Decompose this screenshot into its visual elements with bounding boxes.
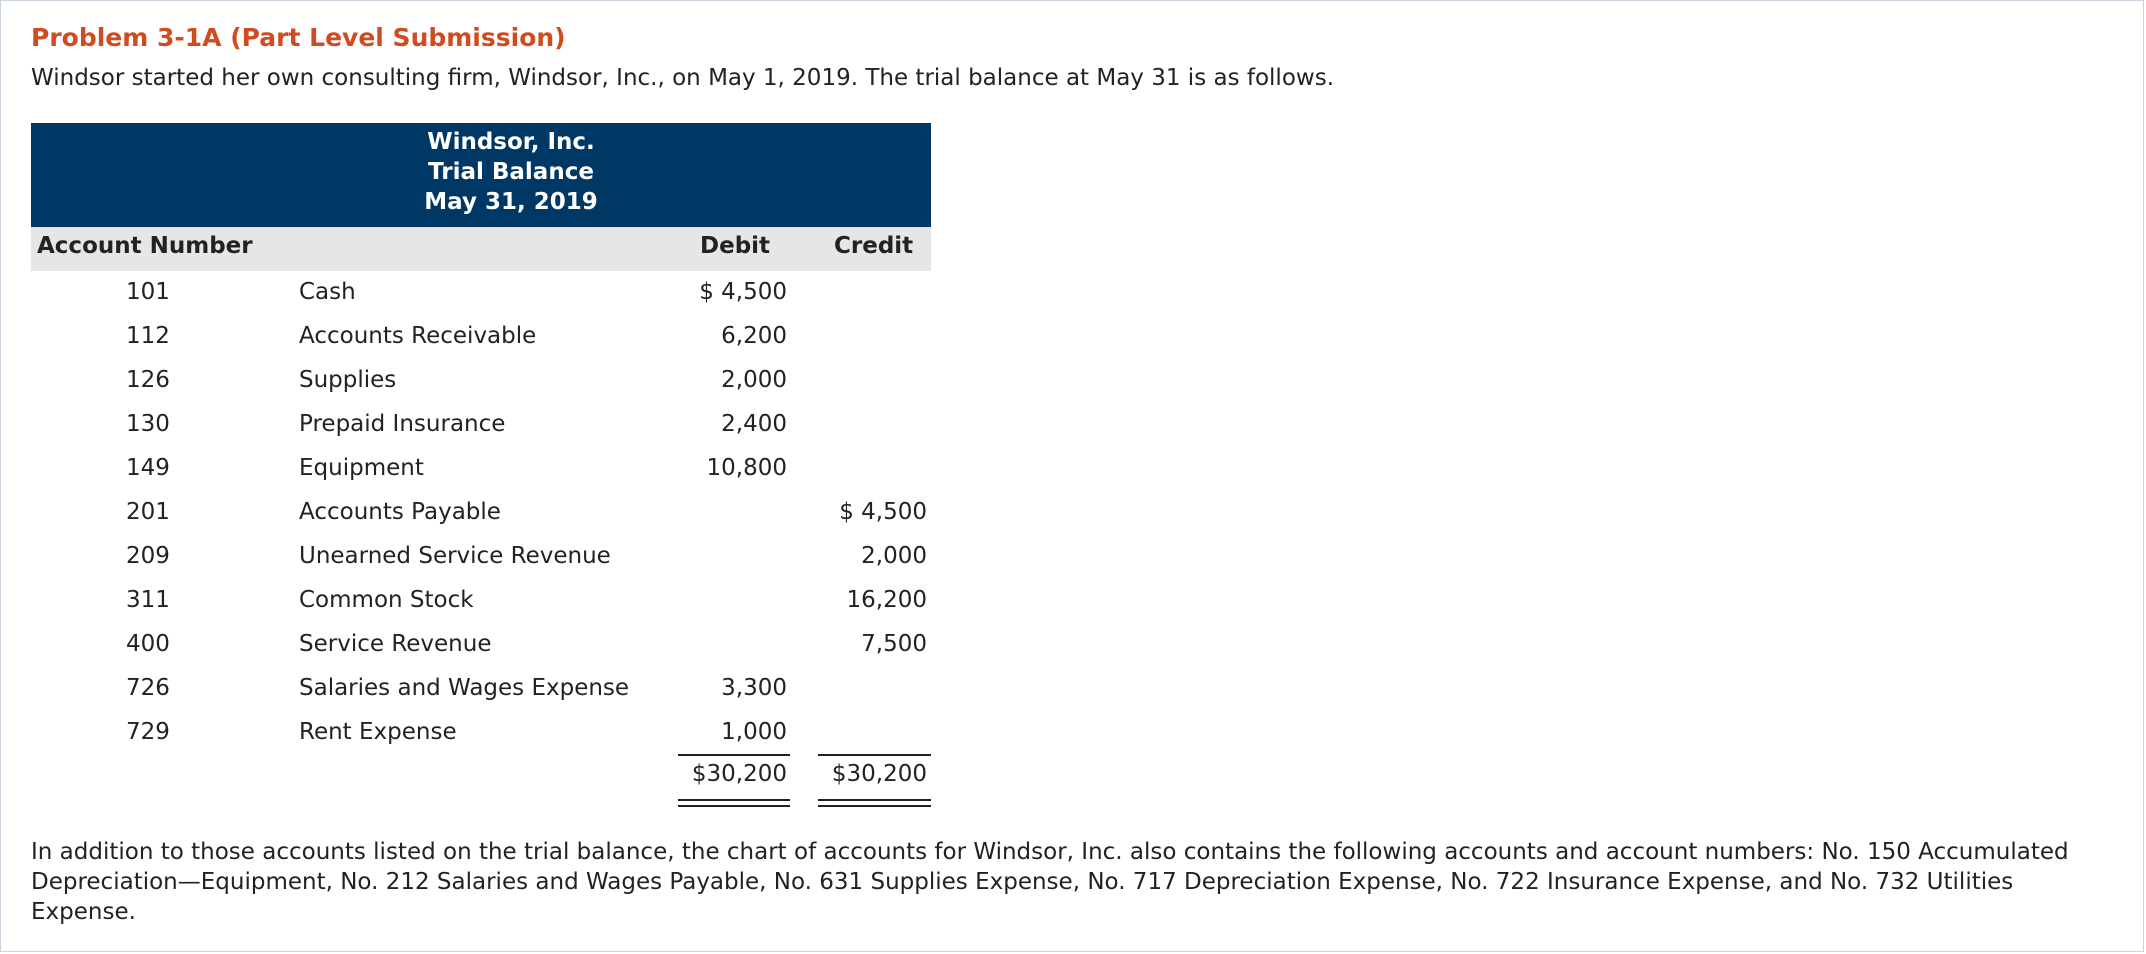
credit-double-rule	[818, 799, 931, 807]
account-name: Equipment	[299, 455, 424, 481]
table-row	[31, 711, 931, 755]
account-number: 149	[126, 455, 170, 481]
account-number: 201	[126, 499, 170, 525]
debit-amount: 2,400	[721, 411, 787, 437]
column-headers	[31, 227, 931, 271]
total-credit: $30,200	[831, 761, 927, 787]
account-name: Cash	[299, 279, 356, 305]
debit-amount: 10,800	[706, 455, 787, 481]
table-row	[31, 579, 931, 623]
account-name: Salaries and Wages Expense	[299, 675, 630, 701]
account-number: 209	[126, 543, 170, 569]
account-number: 400	[126, 631, 170, 657]
account-number: 729	[126, 719, 170, 745]
debit-total-rule	[678, 754, 790, 756]
table-row	[31, 667, 931, 711]
debit-amount: 3,300	[721, 675, 787, 701]
account-number: 130	[126, 411, 170, 437]
total-debit: $30,200	[691, 761, 787, 787]
account-name: Accounts Payable	[299, 499, 501, 525]
credit-total-rule	[818, 754, 931, 756]
problem-intro: Windsor started her own consulting firm, Windsor, Inc., on May 1, 2019. The trial balance at May 31 is as follows.	[31, 65, 1335, 91]
credit-amount: $ 4,500	[839, 499, 927, 525]
account-name: Unearned Service Revenue	[299, 543, 611, 569]
account-number: 112	[126, 323, 170, 349]
credit-amount: 16,200	[846, 587, 927, 613]
column-header-account-number: Account Number	[37, 233, 253, 259]
account-name: Rent Expense	[299, 719, 457, 745]
additional-accounts-text: In addition to those accounts listed on the trial balance, the chart of accounts for Windsor, Inc. also contains the following accounts and account numbers: No. 150 Accumulated Depreciation—Equipment, No. 212 Salaries and Wages Payable, No. 631 Supplies Expense, No. 717 Depreciation Expense, No. 722 Insurance Expense, and No. 732 Utilities Expense.	[31, 839, 2069, 925]
debit-amount: 1,000	[721, 719, 787, 745]
table-row	[31, 359, 931, 403]
account-name: Service Revenue	[299, 631, 492, 657]
statement-name: Trial Balance	[428, 159, 594, 185]
column-header-debit: Debit	[700, 233, 771, 259]
account-name: Prepaid Insurance	[299, 411, 506, 437]
totals-row	[31, 758, 931, 798]
problem-title: Problem 3-1A (Part Level Submission)	[31, 23, 566, 52]
account-name: Accounts Receivable	[299, 323, 537, 349]
debit-double-rule	[678, 799, 790, 807]
account-number: 126	[126, 367, 170, 393]
debit-amount: 2,000	[721, 367, 787, 393]
credit-amount: 2,000	[861, 543, 927, 569]
table-row	[31, 403, 931, 447]
debit-amount: 6,200	[721, 323, 787, 349]
table-row	[31, 623, 931, 667]
account-number: 311	[126, 587, 170, 613]
statement-date: May 31, 2019	[424, 189, 598, 215]
account-number: 726	[126, 675, 170, 701]
table-row	[31, 315, 931, 359]
column-header-credit: Credit	[834, 233, 914, 259]
account-number: 101	[126, 279, 170, 305]
table-row	[31, 491, 931, 535]
company-name: Windsor, Inc.	[427, 129, 595, 155]
table-row	[31, 447, 931, 491]
trial-balance-header	[31, 123, 931, 227]
table-row	[31, 271, 931, 315]
debit-amount: $ 4,500	[699, 279, 787, 305]
account-name: Common Stock	[299, 587, 474, 613]
table-row	[31, 535, 931, 579]
credit-amount: 7,500	[861, 631, 927, 657]
account-name: Supplies	[299, 367, 397, 393]
